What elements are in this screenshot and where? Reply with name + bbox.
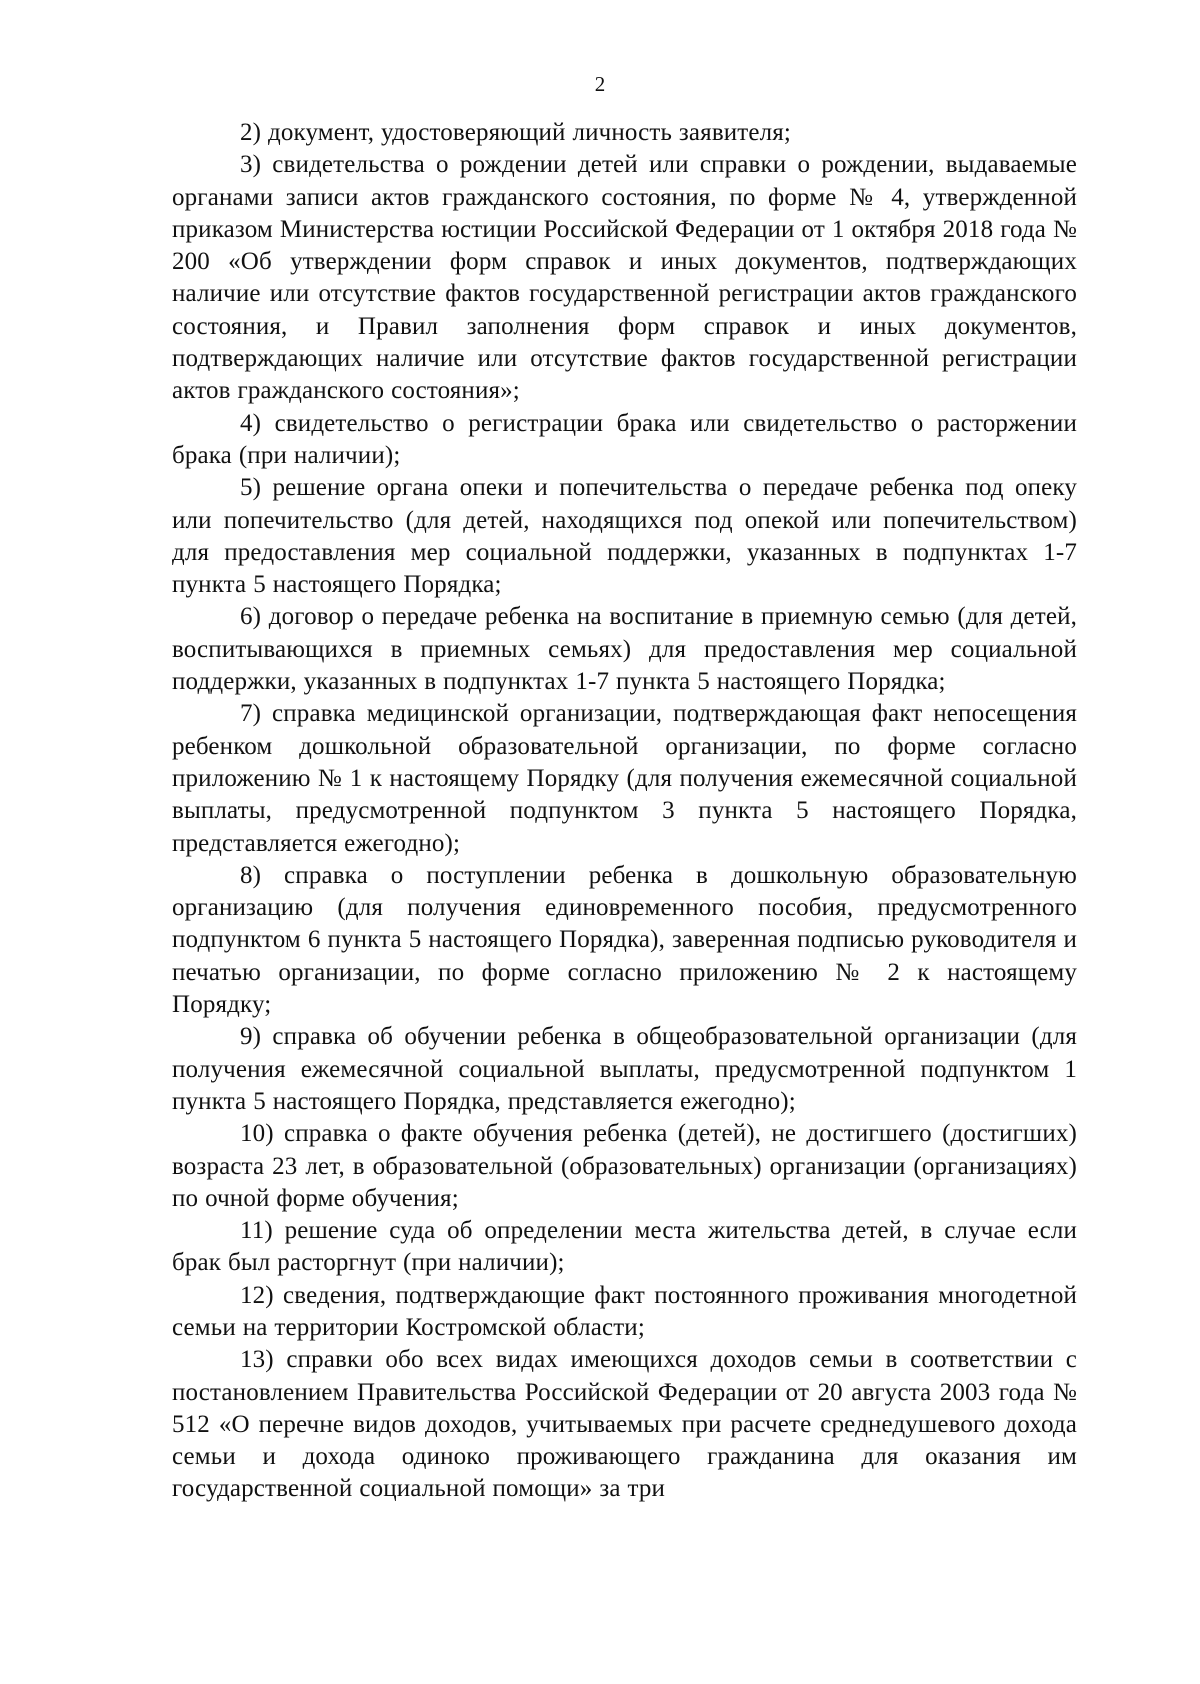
list-item: 11) решение суда об определении места жительства детей, в случае если брак был расторгнут (при наличии); [172, 1217, 1077, 1277]
list-item: 4) свидетельство о регистрации брака или свидетельство о расторжении брака (при наличии); [172, 409, 1077, 469]
page-number: 2 [594, 72, 606, 96]
document-body [172, 117, 1077, 1506]
list-item: 6) договор о передаче ребенка на воспитание в приемную семью (для детей, воспитывающихся в приемных семьях) для предоставления мер социальной поддержки, указанных в подпунктах 1-7 пункта 5 настоящего Порядка; [172, 603, 1077, 696]
list-item: 3) свидетельства о рождении детей или справки о рождении, выдаваемые органами записи актов гражданского состояния, по форме № 4, утвержденной приказом Министерства юстиции Российской Федерации от 1 октября 2018 года № 200 «Об утверждении форм справок и иных документов, подтверждающих наличие или отсутствие фактов государственной регистрации актов гражданского состояния, и Правил заполнения форм справок и иных документов, подтверждающих наличие или отсутствие фактов государственной регистрации актов гражданского состояния»; [172, 151, 1077, 405]
list-item: 10) справка о факте обучения ребенка (детей), не достигшего (достигших) возраста 23 лет, в образовательной (образовательных) организации (организациях) по очной форме обучения; [172, 1120, 1077, 1212]
list-item: 12) сведения, подтверждающие факт постоянного проживания многодетной семьи на территории Костромской области; [172, 1281, 1077, 1341]
list-item: 9) справка об обучении ребенка в общеобразовательной организации (для получения ежемесячной социальной выплаты, предусмотренной подпунктом 1 пункта 5 настоящего Порядка, представляется ежегодно); [172, 1023, 1077, 1115]
list-item: 13) справки обо всех видах имеющихся доходов семьи в соответствии с постановлением Правительства Российской Федерации от 20 августа 2003 года № 512 «О перечне видов доходов, учитываемых при расчете среднедушевого дохода семьи и дохода одиноко проживающего гражданина для оказания им государственной социальной помощи» за три [172, 1346, 1077, 1503]
list-item: 8) справка о поступлении ребенка в дошкольную образовательную организацию (для получения единовременного пособия, предусмотренного подпунктом 6 пункта 5 настоящего Порядка), заверенная подписью руководителя и печатью организации, по форме согласно приложению № 2 к настоящему Порядку; [172, 861, 1077, 1019]
list-item: 5) решение органа опеки и попечительства о передаче ребенка под опеку или попечительство (для детей, находящихся под опекой или попечительством) для предоставления мер социальной поддержки, указанных в подпунктах 1-7 пункта 5 настоящего Порядка; [172, 474, 1077, 599]
list-item: 7) справка медицинской организации, подтверждающая факт непосещения ребенком дошкольной образовательной организации, по форме согласно приложению № 1 к настоящему Порядку (для получения ежемесячной социальной выплаты, предусмотренной подпунктом 3 пункта 5 настоящего Порядка, представляется ежегодно); [172, 700, 1077, 857]
list-item: 2) документ, удостоверяющий личность заявителя; [240, 119, 791, 146]
